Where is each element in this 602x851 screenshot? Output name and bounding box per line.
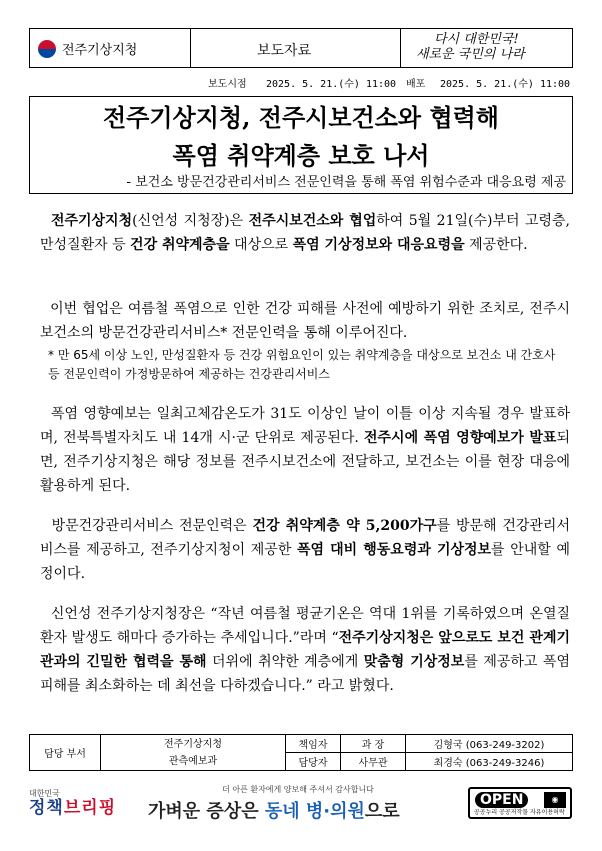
p3-bold: 전주시에 폭염 영향예보가 발표 [364, 430, 557, 446]
p4-text: 방문건강관리서비스 전문인력은 [51, 518, 253, 534]
release-time-value: 2025. 5. 21.(수) 11:00 [266, 79, 397, 90]
banner-text: 가벼운 증상은 [148, 801, 265, 822]
header-divider [190, 29, 191, 67]
p1-bold: 전주시보건소와 협업 [248, 213, 377, 229]
p1-bold: 건강 취약계층을 [130, 237, 230, 253]
kogl-open-badge [468, 787, 572, 819]
person-cell: 김형국 (063-249-3202) [406, 735, 573, 753]
p1-bold: 전주기상지청 [50, 213, 133, 229]
title-cell: 사무관 [341, 753, 406, 771]
policy-briefing-logo[interactable] [29, 786, 116, 816]
p5-text: 더위에 취약한 계층에게 [206, 654, 364, 670]
logo-text: 브리핑 [63, 798, 117, 818]
p3-text: 폭염 영향예보는 일최고체감온도가 31도 이상인 날이 이틀 이상 지속될 경우 발표하며, 전북특별자치도 내 14개 시·군 단위로 제공된다. [40, 406, 570, 446]
open-word: OPEN [475, 792, 528, 808]
logo-small-text: 대한민국 [29, 789, 60, 798]
table-row [30, 735, 573, 753]
release-dist-label: 배포 [406, 79, 426, 90]
p4-text: 를 안내할 예정이다. [40, 542, 570, 582]
slogan [416, 32, 525, 62]
subtitle: - 보건소 방문건강관리서비스 전문인력을 통해 폭염 위험수준과 대응요령 제공 [126, 175, 566, 190]
p4-bold: 건강 취약계층 약 5,200가구 [252, 518, 437, 534]
doc-type: 보도자료 [257, 43, 312, 59]
slogan-line2: 새로운 국민의 나라 [416, 47, 525, 62]
slogan-line1: 다시 대한민국! [434, 32, 519, 47]
p2-text: 이번 협업은 여름철 폭염으로 인한 건강 피해를 사전에 예방하기 위한 조치로, 전주시보건소의 방문건강관리서비스* 전문인력을 통해 이루어진다. [40, 301, 571, 341]
p5-bold: 맞춤형 기상정보 [363, 654, 465, 670]
release-time-label: 보도시점 [208, 79, 247, 90]
contact-table [29, 734, 573, 771]
footnote: * 만 65세 이상 노인, 만성질환자 등 건강 위험요인이 있는 취약계층을 대상으로 보건소 내 간호사 등 전문인력이 가정방문하여 제공하는 건강관리서비스 [48, 348, 556, 381]
p4-bold: 폭염 대비 행동요령과 기상정보 [296, 542, 492, 558]
kogl-type-icon: ◉ [544, 792, 566, 808]
paragraph-5 [40, 602, 570, 698]
banner-headline [148, 797, 448, 823]
p5-text: 를 제공하고 폭염 피해를 최소화하는 데 최선을 다하겠습니다.” 라고 밝혔다. [40, 654, 570, 694]
headline-line1: 전주기상지청, 전주시보건소와 협력해 [102, 103, 499, 132]
role-cell: 담당자 [286, 753, 341, 771]
campaign-banner [148, 784, 448, 823]
org-name: 전주기상지청 [62, 43, 138, 58]
p1-text: 제공한다. [464, 237, 528, 253]
p1-text: 하여 5월 21일(수)부터 고령층, 만성질환자 등 [40, 213, 570, 253]
banner-small-text: 더 아픈 환자에게 양보해 주셔서 감사합니다 [222, 785, 374, 794]
headline-line2: 폭염 취약계층 보호 나서 [172, 141, 430, 170]
p1-bold: 폭염 기상정보와 대응요령을 [292, 237, 465, 253]
dept-label: 담당 부서 [30, 735, 101, 771]
role-cell: 책임자 [286, 735, 341, 753]
logo-text: 정책 [29, 798, 64, 818]
paragraph-2 [40, 297, 570, 345]
header-box [29, 28, 573, 68]
banner-text: 동네 병·의원 [264, 801, 365, 822]
title-cell: 과 장 [341, 735, 406, 753]
header-divider [400, 29, 401, 67]
open-caption: 공공누리 공공저작물 자유이용허락 [474, 809, 565, 816]
dept-line1: 전주기상지청 [164, 738, 222, 750]
release-dist-value: 2025. 5. 21.(수) 11:00 [440, 79, 571, 90]
p5-text: 신언성 전주기상지청장은 “작년 여름철 평균기온은 역대 1위를 기록하였으며 온열질환자 발생도 해마다 증가하는 추세입니다.”라며 “ [40, 606, 570, 646]
p1-text: 대상으로 [229, 237, 293, 253]
paragraph-1 [40, 209, 570, 257]
p5-bold: 전주기상지청은 앞으로도 보건 관계기관과의 긴밀한 협력을 통해 [40, 630, 570, 670]
dept-line2: 관측예보과 [168, 755, 218, 767]
taegeuk-emblem-icon [38, 40, 56, 58]
banner-text: 으로 [364, 801, 400, 822]
p1-text: (신언성 지청장)은 [132, 213, 249, 229]
p3-text: 되면, 전주기상지청은 해당 정보를 전주시보건소에 전달하고, 보건소는 이를 현장 대응에 활용하게 된다. [40, 430, 570, 494]
org-logo [38, 39, 137, 58]
paragraph-3 [40, 402, 570, 498]
person-cell: 최경숙 (063-249-3246) [406, 753, 573, 771]
p4-text: 를 방문해 건강관리서비스를 제공하고, 전주기상지청이 제공한 [40, 518, 570, 558]
dept-name [101, 735, 286, 771]
paragraph-4 [40, 514, 570, 586]
title-box [29, 96, 573, 194]
